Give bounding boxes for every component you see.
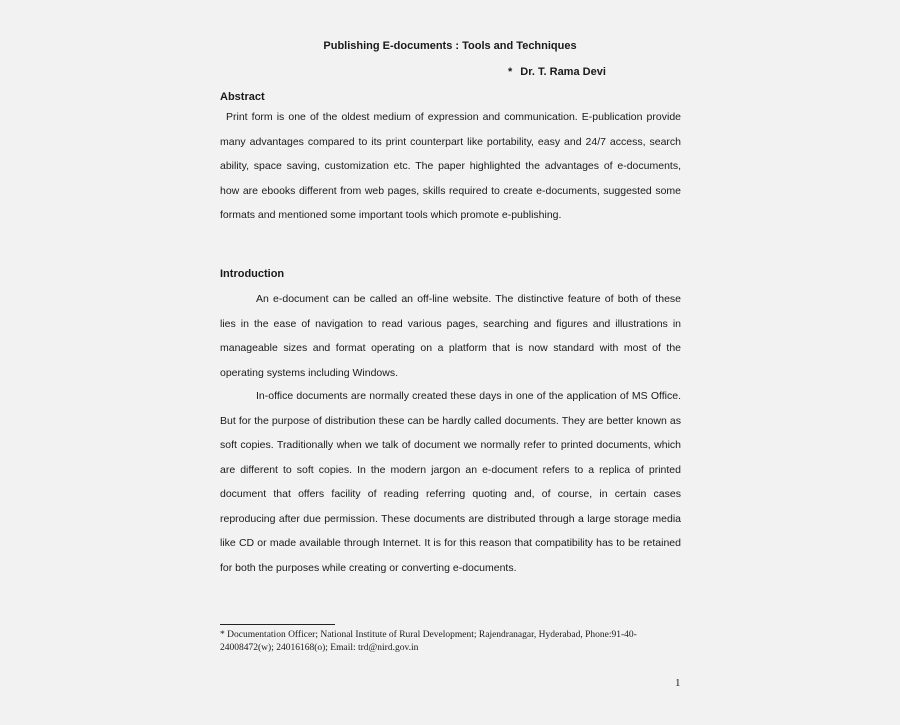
intro-paragraph: In-office documents are normally created these days in one of the application of MS Office. But for the purpose of distribution these can be hardly called documents. They are better known as soft copies. Traditionally when we talk of document we normally refer to printed documents, which are different to soft copies. In the modern jargon an e-document refers to a replica of printed document that offers facility of reading referring quoting and, of course, in certain cases reproducing after due permission. These documents are distributed through a large storage media like CD or made available through Internet. It is for this reason that compatibility has to be retained for both the purposes while creating or converting e-documents. [220,390,681,574]
intro-paragraph: An e-document can be called an off-line website. The distinctive feature of both of these lies in the ease of navigation to read various pages, searching and figures and illustrations in manageable sizes and format operating on a platform that is now standard with most of the operating systems including Windows. [220,293,681,379]
introduction-heading: Introduction [220,268,285,280]
abstract-heading: Abstract [220,91,265,103]
author-name: Dr. T. Rama Devi [520,66,606,78]
author-footnote-marker: * [508,66,513,78]
footnote-divider [220,624,335,625]
footnote: * Documentation Officer; National Institute of Rural Development; Rajendranagar, Hyderabad, Phone:91-40-24008472(w); 24016168(o); Email: trd@nird.gov.in [220,630,637,653]
paper-title: Publishing E-documents : Tools and Techniques [323,40,577,52]
author-line [508,66,606,78]
page-number: 1 [675,677,681,689]
abstract-text: Print form is one of the oldest medium of expression and communication. E-publication provide many advantages compared to its print counterpart like portability, easy and 24/7 access, search ability, space saving, customization etc. The paper highlighted the advantages of e-documents, how are ebooks different from web pages, skills required to create e-documents, suggested some formats and mentioned some important tools which promote e-publishing. [220,111,681,221]
